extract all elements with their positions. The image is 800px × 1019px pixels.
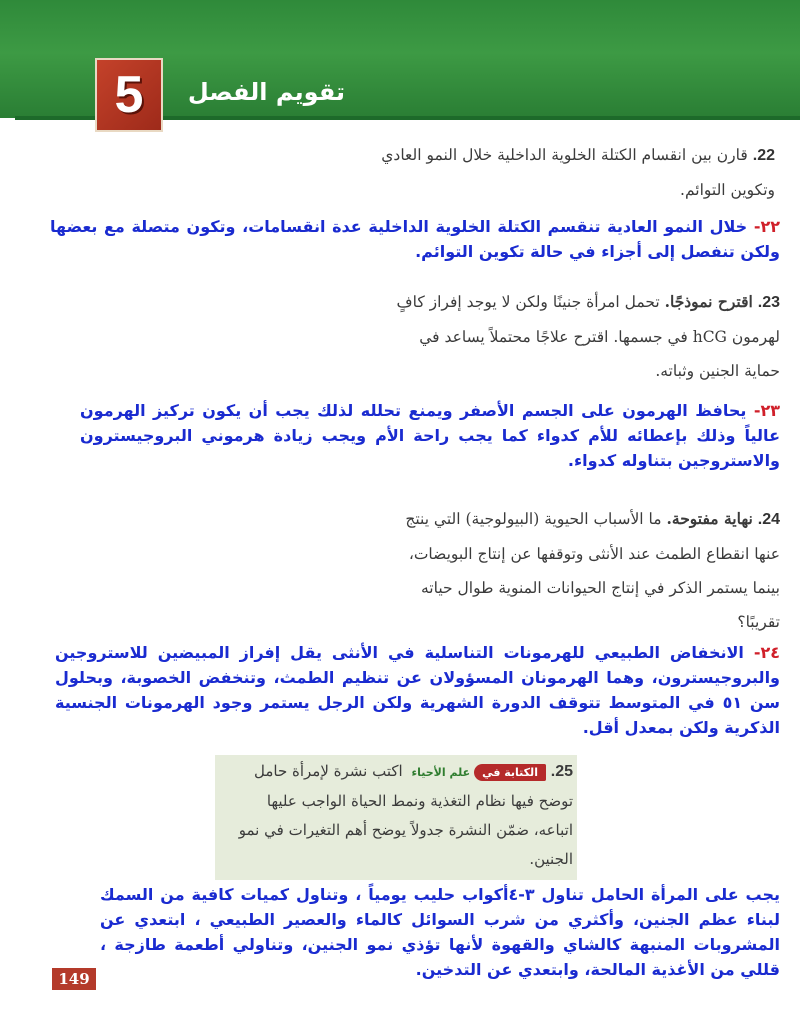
answer-22 [50, 214, 780, 264]
chapter-title: تقويم الفصل [187, 78, 345, 106]
answer-23-text: يحافظ الهرمون على الجسم الأصفر ويمنع تحلله لذلك يجب أن يكون تركيز الهرمون عالياً وذلك بإعطائه للأم كدواء كما يجب راحة الأم ويجب زيادة هرموني البروجيسترون والاستروجين بتناوله كدواء. [80, 401, 780, 470]
subject-tag: علم الأحياء [411, 766, 471, 779]
question-24 [395, 502, 780, 639]
answer-25-text: يجب على المرأة الحامل تناول ٣-٤أكواب حليب يومياً ، وتناول كميات كافية من السمك لبناء عظم الجنين، وأكثري من شرب السوائل كالماء والعصير الطبيعي ، ابتعدي عن المشروبات المنبهة كالشاي والقهوة لأنها تؤذي نمو الجنين، وتناولي أطعمة طازجة ، قللي من الأغذية المالحة، وابتعدي عن التدخين. [100, 885, 781, 979]
answer-24 [55, 640, 780, 740]
question-22-text: قارن بين انقسام الكتلة الخلوية الداخلية خلال النمو العادي وتكوين التوائم. [381, 146, 775, 199]
answer-24-number: ٢٤- [753, 643, 780, 662]
question-24-text: ما الأسباب الحيوية (البيولوجية) التي ينتج عنها انقطاع الطمث عند الأنثى وتوقفها عن إنتاج البويضات، بينما يستمر الذكر في إنتاج الحيوانات المنوية طوال حياته تقريبًا؟ [405, 510, 780, 631]
chapter-number: 5 [114, 66, 144, 124]
answer-22-text: خلال النمو العادية تنقسم الكتلة الخلوية الداخلية عدة انقسامات، وتكون متصلة مع بعضها ولكن تنفصل إلى أجزاء في حالة تكوين التوائم. [50, 217, 780, 261]
question-24-number: 24. [757, 511, 780, 528]
question-25 [225, 757, 573, 874]
question-25-number: 25. [550, 763, 573, 780]
page-number: 149 [52, 968, 96, 990]
question-25-text: اكتب نشرة لإمرأة حامل توضح فيها نظام التغذية ونمط الحياة الواجب عليها اتباعه، ضمّن النشرة جدولاً يوضح أهم التغيرات في نمو الجنين. [238, 762, 573, 868]
question-24-keyword: نهاية مفتوحة. [666, 509, 753, 528]
question-22-number: 22. [752, 147, 775, 164]
question-23 [380, 285, 780, 388]
answer-24-text: الانخفاض الطبيعي للهرمونات التناسلية في الأنثى يقل إفراز المبيضين للاستروجين والبروجيسترون، وهما الهرمونان المسؤولان عن تنظيم الطمث، وتنخفض الخصوبة، وبحلول سن ٥١ في المتوسط تتوقف الدورة الشهرية ولكن الرجل يستمر وجود الهرمونات الجنسية الذكرية ولكن بمعدل أقل. [55, 643, 781, 737]
answer-22-number: ٢٢- [753, 217, 780, 236]
writing-tag: الكتابة في [474, 764, 546, 781]
question-23-text: تحمل امرأة جنينًا ولكن لا يوجد إفراز كافٍ لهرمون hCG في جسمها. اقترح علاجًا محتملاً يساعد في حماية الجنين وثباته. [396, 293, 780, 380]
question-22 [380, 138, 775, 207]
answer-23 [80, 398, 780, 473]
answer-23-number: ٢٣- [753, 401, 780, 420]
question-23-number: 23. [757, 294, 780, 311]
chapter-number-badge [95, 58, 163, 132]
question-23-keyword: اقترح نموذجًا. [664, 292, 753, 311]
answer-25 [100, 882, 780, 982]
